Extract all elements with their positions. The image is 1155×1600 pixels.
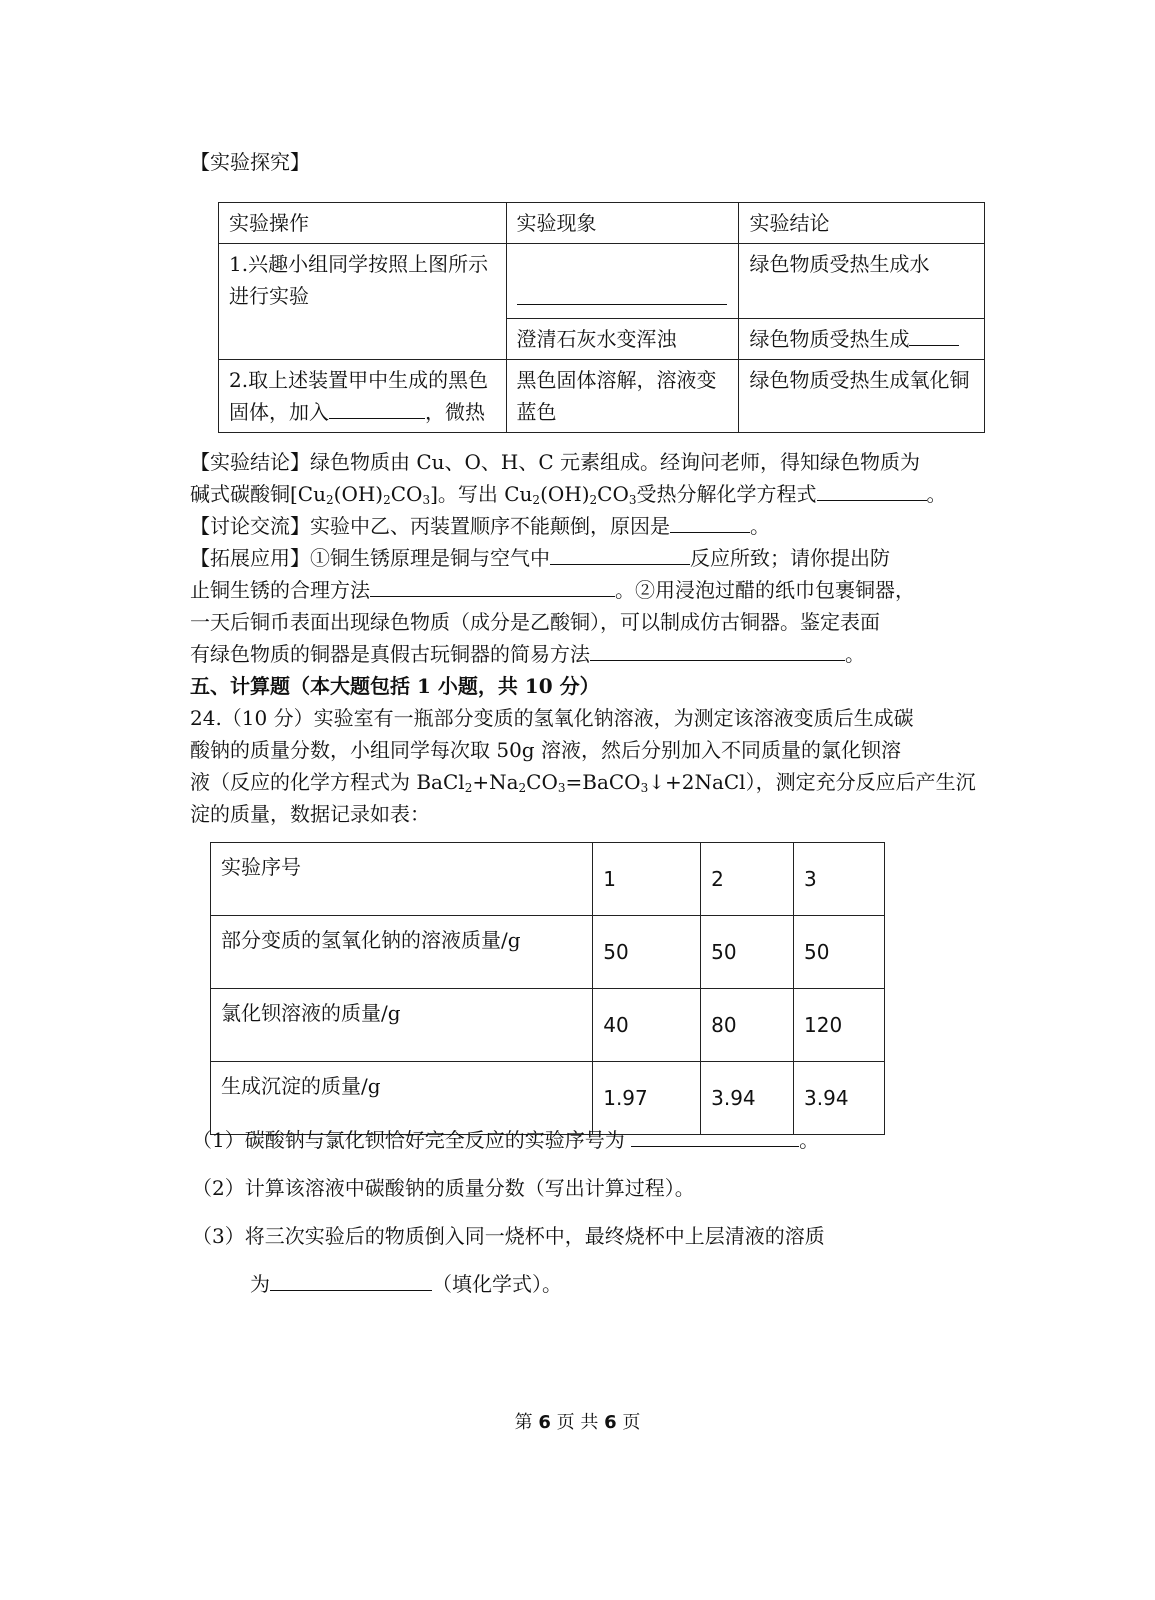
subscript: 2 (464, 781, 473, 795)
row-label: 实验序号 (211, 843, 593, 916)
answer-blank[interactable] (909, 325, 959, 346)
table-header-cell: 实验操作 (219, 203, 507, 244)
subscript: 2 (589, 493, 598, 507)
question-24-line-2: 酸钠的质量分数，小组同学每次取 50g 溶液，然后分别加入不同质量的氯化钡溶 (190, 738, 901, 762)
discussion-line (190, 510, 770, 542)
table-cell: 1.兴趣小组同学按照上图所示进行实验 (219, 244, 507, 360)
sub-question-3: （3）将三次实验后的物质倒入同一烧杯中，最终烧杯中上层清液的溶质 (192, 1224, 825, 1248)
table-cell: 1 (593, 843, 701, 916)
row-label: 生成沉淀的质量/g (211, 1062, 593, 1135)
sub-question-2: （2）计算该溶液中碳酸钠的质量分数（写出计算过程）。 (192, 1176, 695, 1200)
table-row (219, 360, 985, 433)
text: CO (390, 482, 423, 506)
sub-question-3-answer (250, 1268, 562, 1300)
extension-line-1 (190, 542, 890, 574)
table-cell: 3 (794, 843, 885, 916)
table-row (219, 244, 985, 319)
conclusion-line-1: 【实验结论】绿色物质由 Cu、O、H、C 元素组成。经询问老师，得知绿色物质为 (190, 450, 921, 474)
subscript: 3 (640, 781, 649, 795)
section-header: 【实验探究】 (190, 150, 310, 174)
section-5-title: 五、计算题（本大题包括 1 小题，共 10 分） (190, 674, 600, 698)
text: 止铜生锈的合理方法 (190, 578, 370, 602)
text: 页 (622, 1412, 641, 1433)
text: =BaCO (565, 770, 641, 794)
subscript: 2 (532, 493, 541, 507)
text: 第 (514, 1412, 533, 1433)
subscript: 2 (383, 493, 391, 507)
answer-blank[interactable] (270, 1270, 432, 1291)
table-cell: 50 (794, 916, 885, 989)
subscript: 3 (422, 493, 431, 507)
row-label: 部分变质的氢氧化钠的溶液质量/g (211, 916, 593, 989)
table-cell: 50 (593, 916, 701, 989)
cell-text: 绿色物质受热生成 (749, 327, 910, 351)
answer-blank[interactable] (590, 640, 845, 661)
subscript: 2 (518, 781, 527, 795)
text: ]。写出 Cu (430, 482, 533, 506)
text: 【拓展应用】①铜生锈原理是铜与空气中 (190, 546, 550, 570)
question-24-line-1: 24.（10 分）实验室有一瓶部分变质的氢氧化钠溶液，为测定该溶液变质后生成碳 (190, 706, 914, 730)
text: ↓+2NaCl），测定充分反应后产生沉 (648, 770, 976, 794)
extension-line-2 (190, 574, 915, 606)
table-cell: 50 (701, 916, 794, 989)
answer-blank[interactable] (550, 544, 690, 565)
table-cell (506, 244, 739, 319)
table-cell: 黑色固体溶解，溶液变蓝色 (506, 360, 739, 433)
row-label: 氯化钡溶液的质量/g (211, 989, 593, 1062)
table-cell: 澄清石灰水变浑浊 (506, 319, 739, 360)
text: 【讨论交流】实验中乙、丙装置顺序不能颠倒，原因是 (190, 514, 670, 538)
answer-blank[interactable] (329, 398, 425, 419)
table-cell: 120 (794, 989, 885, 1062)
total-pages: 6 (604, 1412, 617, 1433)
text: 为 (250, 1272, 270, 1296)
text: (OH) (540, 482, 590, 506)
experiment-table (218, 202, 985, 433)
table-cell: 绿色物质受热生成水 (739, 244, 985, 319)
question-24-line-4: 淀的质量，数据记录如表： (190, 802, 430, 826)
text: CO (597, 482, 629, 506)
answer-blank[interactable] (517, 284, 727, 305)
subscript: 3 (628, 493, 637, 507)
page-number: 6 (538, 1412, 551, 1433)
table-cell: 2 (701, 843, 794, 916)
text: 液（反应的化学方程式为 BaCl (190, 770, 465, 794)
text: 反应所致；请你提出防 (690, 546, 890, 570)
table-row (211, 989, 885, 1062)
data-table (210, 842, 885, 1135)
text: (OH) (333, 482, 384, 506)
text: +Na (472, 770, 519, 794)
text: 。 (845, 642, 865, 666)
text: 。 (926, 482, 947, 506)
text: 受热分解化学方程式 (636, 482, 817, 506)
cell-text: ，微热 (425, 400, 485, 424)
text: （1）碳酸钠与氯化钡恰好完全反应的实验序号为 (192, 1128, 625, 1152)
table-cell: 3.94 (794, 1062, 885, 1135)
subscript: 3 (557, 781, 566, 795)
table-cell (739, 319, 985, 360)
sub-question-1 (192, 1124, 819, 1156)
answer-blank[interactable] (370, 576, 615, 597)
table-row (211, 916, 885, 989)
text: CO (526, 770, 558, 794)
answer-blank[interactable] (631, 1126, 799, 1147)
table-cell: 3.94 (701, 1062, 794, 1135)
table-cell: 绿色物质受热生成氧化铜 (739, 360, 985, 433)
extension-line-4 (190, 638, 865, 670)
text: （填化学式）。 (432, 1272, 562, 1296)
table-header-cell: 实验现象 (506, 203, 739, 244)
text: 。②用浸泡过醋的纸巾包裹铜器， (615, 578, 915, 602)
text: 碱式碳酸铜[Cu (190, 482, 326, 506)
table-cell: 80 (701, 989, 794, 1062)
answer-blank[interactable] (670, 512, 750, 533)
text: 。 (750, 514, 770, 538)
cell-text: 2.取上述装置甲中生成的黑色固体，加入 (229, 368, 489, 424)
table-row (219, 203, 985, 244)
text: 页 共 (556, 1412, 599, 1433)
subscript: 2 (326, 493, 334, 507)
table-row (211, 843, 885, 916)
table-header-cell: 实验结论 (739, 203, 985, 244)
text: 有绿色物质的铜器是真假古玩铜器的简易方法 (190, 642, 590, 666)
table-cell: 40 (593, 989, 701, 1062)
table-cell: 1.97 (593, 1062, 701, 1135)
extension-line-3: 一天后铜币表面出现绿色物质（成分是乙酸铜），可以制成仿古铜器。鉴定表面 (190, 610, 880, 634)
table-cell (219, 360, 507, 433)
page-footer (0, 1408, 1155, 1434)
text: 。 (799, 1128, 820, 1152)
answer-blank[interactable] (817, 480, 927, 501)
